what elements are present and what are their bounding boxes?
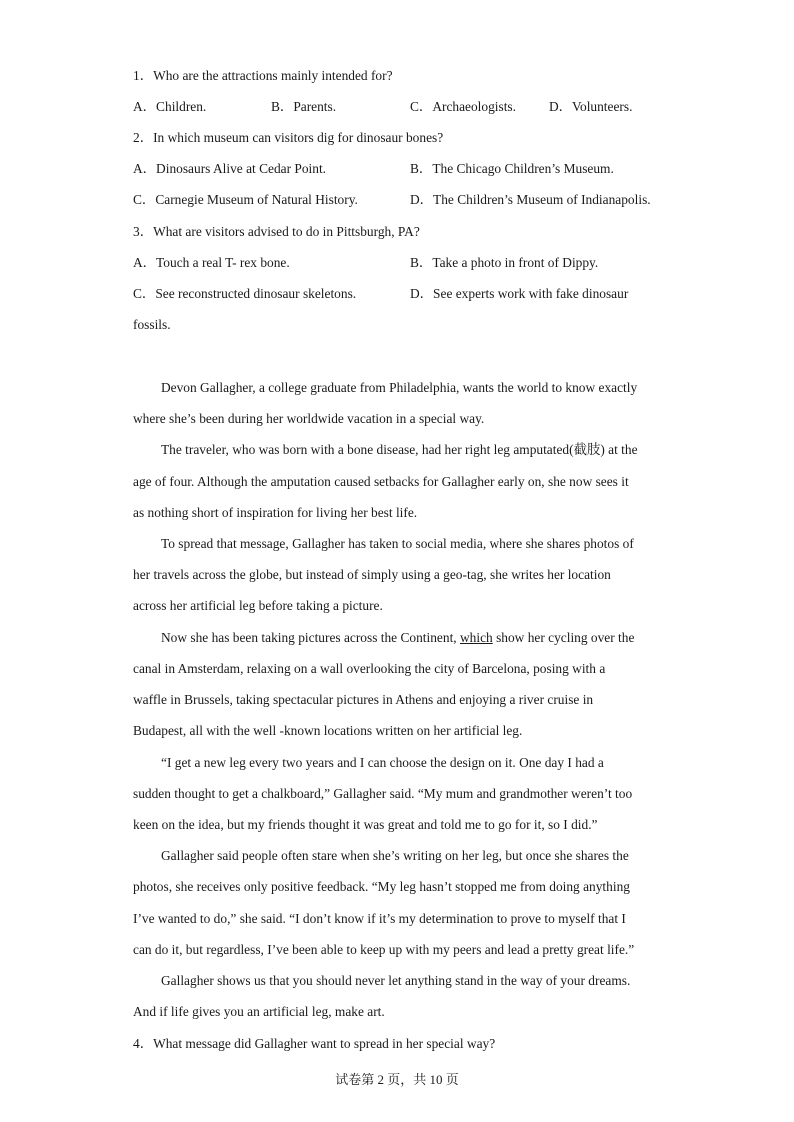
passage-p3-line-2: her travels across the globe, but instead of simply using a geo-tag, she writes her location — [133, 567, 611, 582]
passage-p6-line-4: can do it, but regardless, I’ve been able to keep up with my peers and lead a pretty great life.” — [133, 942, 635, 957]
q2-option-d: D．The Children’s Museum of Indianapolis. — [410, 192, 651, 207]
passage-p5-line-1: “I get a new leg every two years and I can choose the design on it. One day I had a — [161, 755, 604, 770]
passage-p3-line-3: across her artificial leg before taking a picture. — [133, 598, 383, 613]
passage-p1-line-2: where she’s been during her worldwide vacation in a special way. — [133, 411, 485, 426]
p4-text-post: show her cycling over the — [492, 630, 635, 645]
q2-option-a: A．Dinosaurs Alive at Cedar Point. — [133, 161, 327, 176]
passage-p7-line-1: Gallagher shows us that you should never let anything stand in the way of your dreams. — [161, 973, 631, 988]
question-1-stem: 1．Who are the attractions mainly intended for? — [133, 68, 393, 83]
question-4-stem: 4．What message did Gallagher want to spread in her special way? — [133, 1036, 496, 1051]
passage-p2-line-3: as nothing short of inspiration for living her best life. — [133, 505, 418, 520]
passage-p2-line-1: The traveler, who was born with a bone disease, had her right leg amputated(截肢) at the — [161, 442, 638, 457]
passage-p4-line-1 — [161, 630, 634, 646]
passage-p4-line-2: canal in Amsterdam, relaxing on a wall overlooking the city of Barcelona, posing with a — [133, 661, 606, 676]
q3-option-d-continuation: fossils. — [133, 317, 171, 332]
q1-option-b: B．Parents. — [271, 99, 337, 114]
q1-option-a: A．Children. — [133, 99, 207, 114]
q1-option-d: D．Volunteers. — [549, 99, 633, 114]
q3-option-c: C．See reconstructed dinosaur skeletons. — [133, 286, 357, 301]
passage-p5-line-2: sudden thought to get a chalkboard,” Gallagher said. “My mum and grandmother weren’t too — [133, 786, 633, 801]
q1-option-c: C．Archaeologists. — [410, 99, 516, 114]
p4-text-pre: Now she has been taking pictures across the Continent, — [161, 630, 460, 645]
passage-p5-line-3: keen on the idea, but my friends thought it was great and told me to go for it, so I did.” — [133, 817, 598, 832]
passage-p2-line-2: age of four. Although the amputation caused setbacks for Gallagher early on, she now sees it — [133, 474, 629, 489]
passage-p7-line-2: And if life gives you an artificial leg, make art. — [133, 1004, 385, 1019]
passage-p4-line-4: Budapest, all with the well -known locations written on her artificial leg. — [133, 723, 523, 738]
underlined-word-which: which — [460, 630, 493, 645]
passage-p6-line-1: Gallagher said people often stare when she’s writing on her leg, but once she shares the — [161, 848, 629, 863]
passage-p6-line-2: photos, she receives only positive feedback. “My leg hasn’t stopped me from doing anything — [133, 879, 630, 894]
passage-p6-line-3: I’ve wanted to do,” she said. “I don’t know if it’s my determination to prove to myself that I — [133, 911, 626, 926]
q2-option-c: C．Carnegie Museum of Natural History. — [133, 192, 358, 207]
q2-option-b: B．The Chicago Children’s Museum. — [410, 161, 614, 176]
q3-option-b: B．Take a photo in front of Dippy. — [410, 255, 599, 270]
q3-option-a: A．Touch a real T- rex bone. — [133, 255, 290, 270]
q3-option-d: D．See experts work with fake dinosaur — [410, 286, 629, 301]
passage-p1-line-1: Devon Gallagher, a college graduate from Philadelphia, wants the world to know exactly — [161, 380, 638, 395]
question-3-stem: 3．What are visitors advised to do in Pittsburgh, PA? — [133, 224, 420, 239]
question-2-stem: 2．In which museum can visitors dig for dinosaur bones? — [133, 130, 444, 145]
page-footer: 试卷第 2 页，共 10 页 — [335, 1072, 459, 1087]
passage-p4-line-3: waffle in Brussels, taking spectacular pictures in Athens and enjoying a river cruise in — [133, 692, 594, 707]
passage-p3-line-1: To spread that message, Gallagher has taken to social media, where she shares photos of — [161, 536, 634, 551]
